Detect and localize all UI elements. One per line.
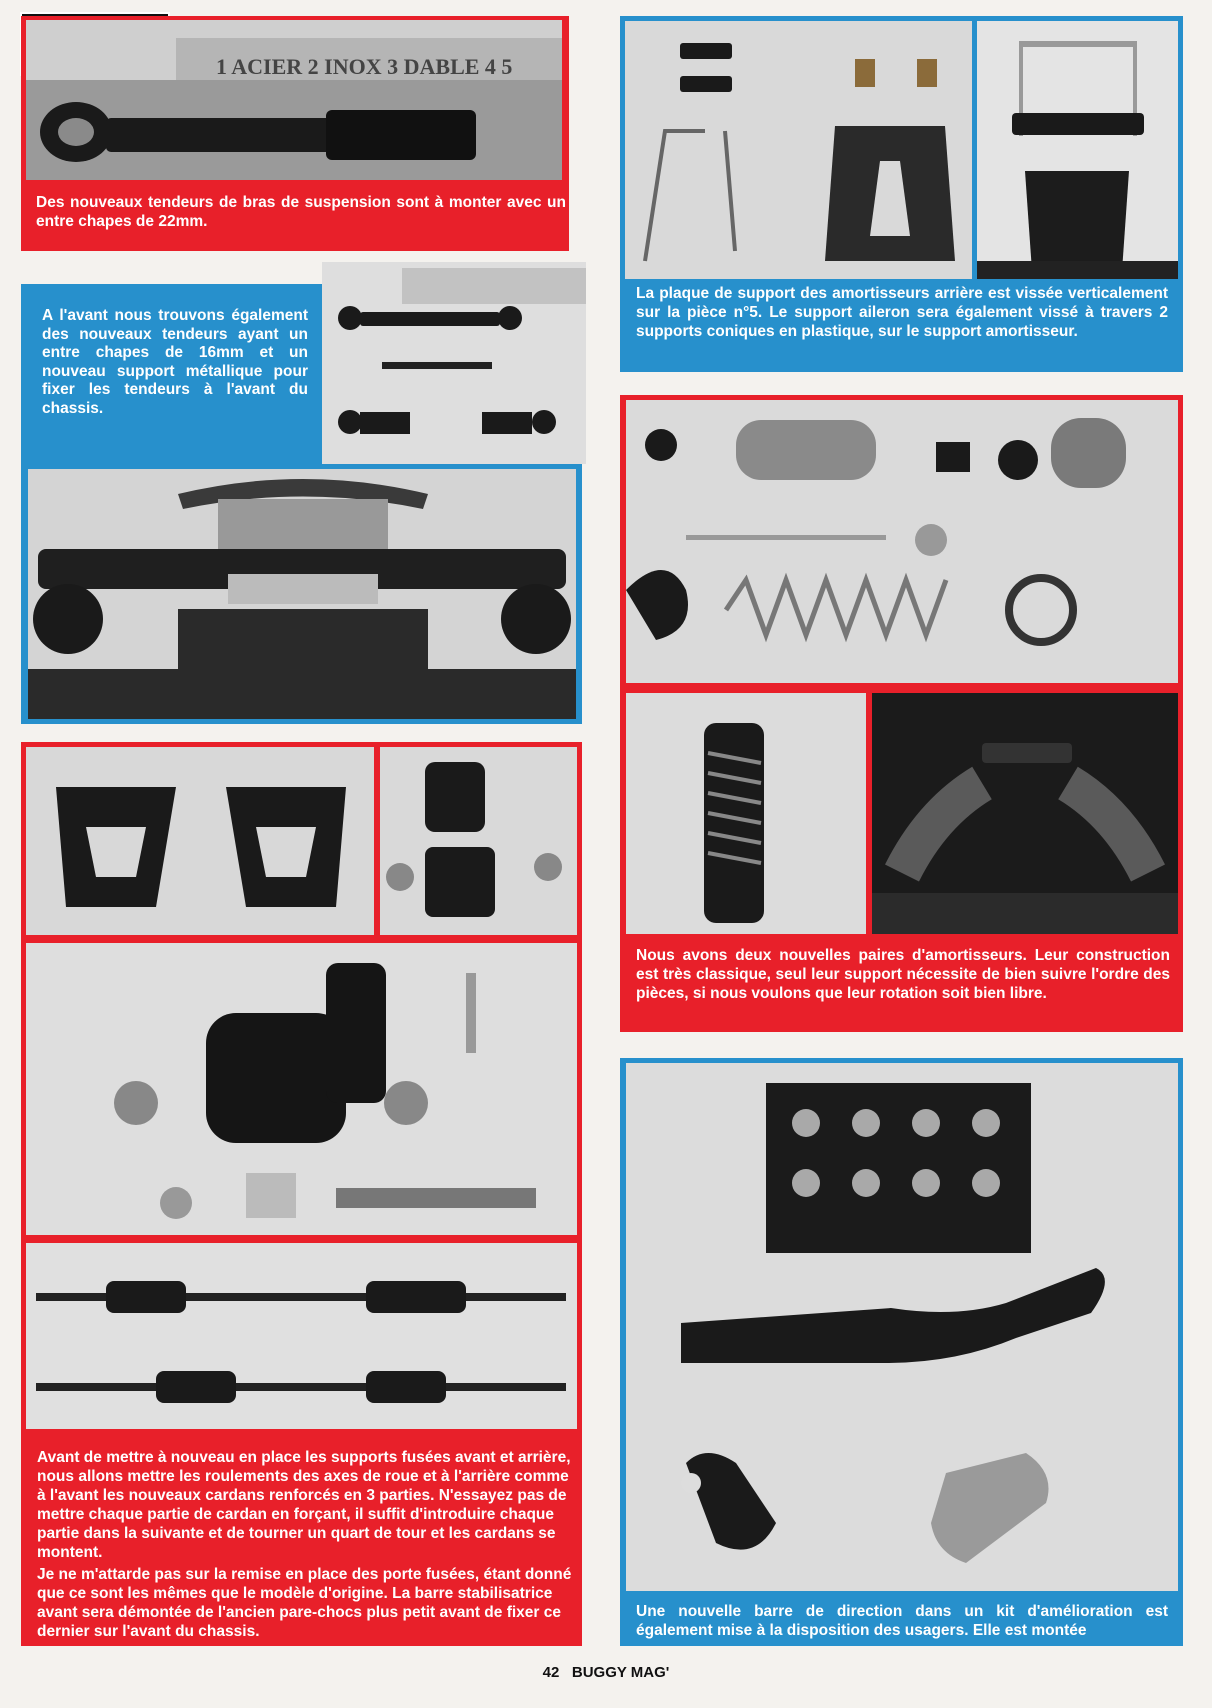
photo-front-rods xyxy=(322,262,586,464)
photo-shocks-mounted xyxy=(872,693,1178,934)
caption-3: A l'avant nous trouvons également des nouveaux tendeurs ayant un entre chapes de 16mm et un nouveau support métallique pour fixer les tendeurs à l'avant du chassis. xyxy=(42,307,308,417)
photo-shock-plate-mounted xyxy=(977,21,1178,279)
ruler-text: 1 ACIER 2 INOX 3 DABLE 4 5 xyxy=(216,54,513,79)
photo-shock-plate-parts xyxy=(625,21,972,279)
caption-5: Avant de mettre à nouveau en place les supports fusées avant et arrière, nous allons mettre les roulements des axes de roue et à l'arrière comme à l'avant les nouveaux cardans renforcés en 3 parties. N'essayez pas de mettre chaque partie de cardan en forçant, il suffit d'introduire chaque partie dans la suivante et de tourner un quart de tour et les cardans se montent. xyxy=(37,1449,571,1561)
magazine-name: BUGGY MAG' xyxy=(571,1664,670,1681)
photo-hub-carriers xyxy=(380,747,577,935)
caption-4: Nous avons deux nouvelles paires d'amortisseurs. Leur construction est très classique, seul leur support nécessite de bien suivre l'ordre des pièces, si nous voulons que leur rotation soit bien libre. xyxy=(636,947,1170,1002)
caption-2: La plaque de support des amortisseurs arrière est vissée verticalement sur la pièce n°5. Le support aileron sera également vissé à travers 2 supports coniques en plastique, sur le support amortisseur. xyxy=(636,285,1168,340)
photo-shock-assembled xyxy=(626,693,866,934)
caption-5b: Je ne m'attarde pas sur la remise en place des porte fusées, étant donné que ce sont les mêmes que le modèle d'origine. La barre stabilisatrice avant sera démontée de l'ancien pare-chocs plus petit avant de fixer ce dernier sur l'avant du chassis. xyxy=(37,1566,572,1640)
photo-driveshafts xyxy=(26,1243,577,1429)
photo-suspension-rod xyxy=(26,20,562,180)
page-footer xyxy=(0,1664,1212,1681)
photo-hub-parts xyxy=(26,943,577,1235)
caption-1: Des nouveaux tendeurs de bras de suspension sont à monter avec un entre chapes de 22mm. xyxy=(36,194,566,230)
page-number: 42 xyxy=(542,1664,560,1681)
photo-shock-parts xyxy=(626,400,1178,683)
photo-front-chassis xyxy=(28,469,576,719)
photo-suspension-arms xyxy=(26,747,374,935)
caption-6: Une nouvelle barre de direction dans un kit d'amélioration est également mise à la disposition des usagers. Elle est montée xyxy=(636,1603,1168,1639)
photo-steering-parts xyxy=(626,1063,1178,1591)
